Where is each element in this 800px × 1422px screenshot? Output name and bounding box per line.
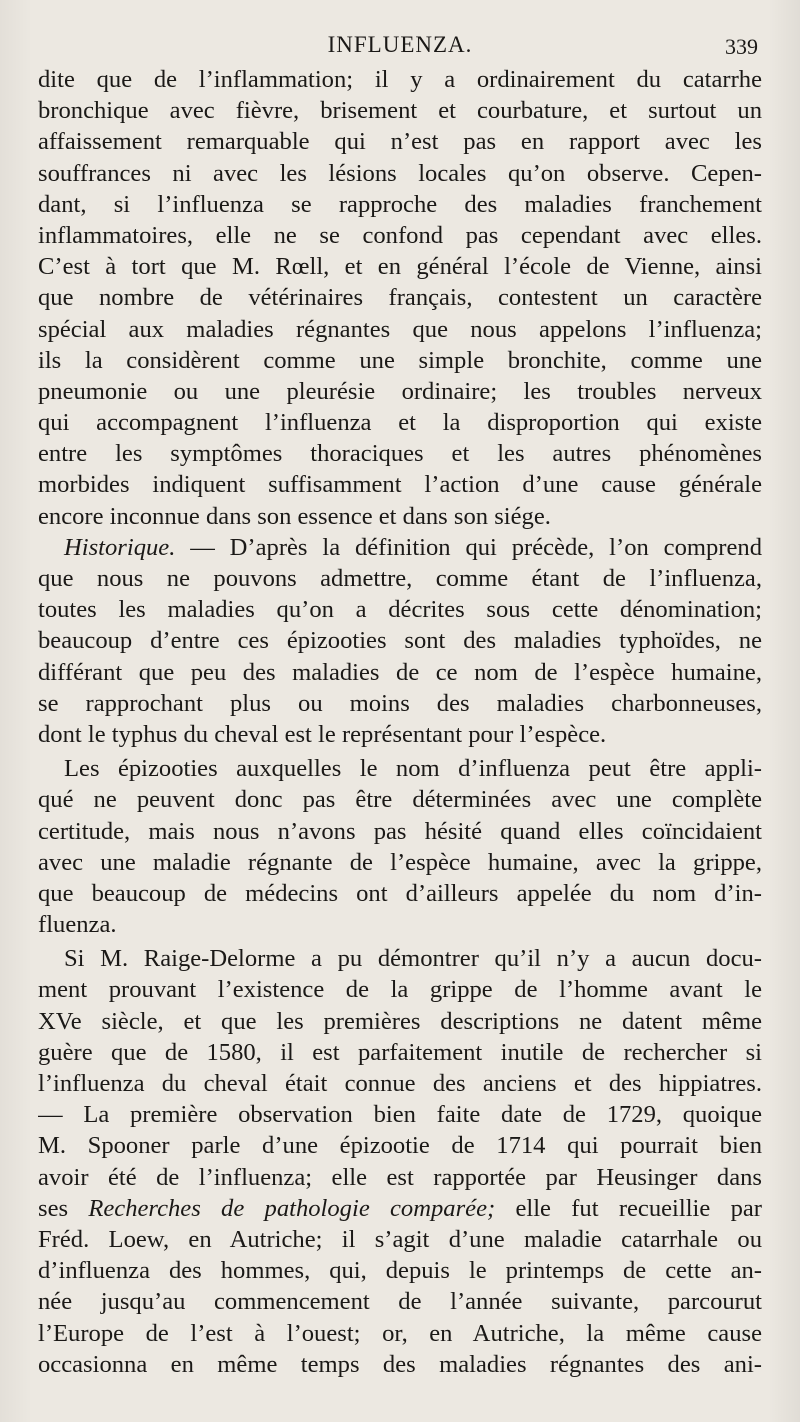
text-line: avec une maladie régnante de l’espèce humaine, avec la grippe, bbox=[38, 848, 762, 876]
text-line: — La première observation bien faite date de 1729, quoique bbox=[38, 1101, 762, 1129]
page-number: 339 bbox=[725, 34, 758, 59]
text-line: dont le typhus du cheval est le représentant pour l’espèce. bbox=[38, 720, 607, 748]
text-line: souffrances ni avec les lésions locales qu’on observe. Cepen- bbox=[38, 159, 762, 187]
text-segment: — D’après la définition qui précède, l’on comprend bbox=[175, 533, 762, 561]
text-line: Les épizooties auxquelles le nom d’influenza peut être appli- bbox=[64, 755, 762, 783]
text-line: l’influenza du cheval était connue des anciens et des hippiatres. bbox=[38, 1070, 762, 1097]
text-line: d’influenza des hommes, qui, depuis le printemps de cette an- bbox=[38, 1257, 762, 1285]
text-line: entre les symptômes thoraciques et les autres phénomènes bbox=[38, 440, 762, 468]
text-line: affaissement remarquable qui n’est pas en rapport avec les bbox=[38, 128, 762, 156]
text-line: que beaucoup de médecins ont d’ailleurs appelée du nom d’in- bbox=[38, 879, 762, 907]
text-segment: ses bbox=[38, 1194, 89, 1222]
text-line: pneumonie ou une pleurésie ordinaire; les troubles nerveux bbox=[38, 377, 762, 405]
running-title: INFLUENZA. bbox=[327, 32, 473, 57]
text-line: avoir été de l’influenza; elle est rapportée par Heusinger dans bbox=[38, 1163, 762, 1191]
text-line: née jusqu’au commencement de l’année suivante, parcourut bbox=[38, 1288, 762, 1316]
text-line: qué ne peuvent donc pas être déterminées avec une complète bbox=[38, 786, 762, 814]
paragraph bbox=[38, 532, 762, 750]
text-segment: elle fut recueillie par bbox=[495, 1194, 762, 1222]
text-line: qui accompagnent l’influenza et la disproportion qui existe bbox=[38, 409, 762, 437]
text-line: beaucoup d’entre ces épizooties sont des maladies typhoïdes, ne bbox=[38, 627, 762, 655]
text-line: XVe siècle, et que les premières descriptions ne datent même bbox=[38, 1007, 762, 1035]
text-line: dant, si l’influenza se rapproche des maladies franchement bbox=[38, 190, 762, 218]
book-title: Recherches de pathologie comparée; bbox=[88, 1194, 496, 1222]
text-line: que nous ne pouvons admettre, comme étant de l’influenza, bbox=[38, 565, 762, 592]
text-line: dite que de l’inflammation; il y a ordinairement du catarrhe bbox=[38, 66, 762, 93]
text-line: toutes les maladies qu’on a décrites sous cette dénomination; bbox=[38, 596, 762, 624]
text-line: Si M. Raige-Delorme a pu démontrer qu’il n’y a aucun docu- bbox=[64, 945, 762, 973]
text-line: C’est à tort que M. Rœll, et en général l’école de Vienne, ainsi bbox=[38, 253, 762, 281]
text-line: bronchique avec fièvre, brisement et courbature, et surtout un bbox=[38, 97, 762, 125]
text-line: différant que peu des maladies de ce nom de l’espèce humaine, bbox=[38, 658, 762, 686]
paragraph bbox=[38, 943, 762, 1380]
text-line: morbides indiquent suffisamment l’action d’une cause générale bbox=[38, 471, 762, 499]
text-line: que nombre de vétérinaires français, contestent un caractère bbox=[38, 284, 762, 312]
text-line: guère que de 1580, il est parfaitement inutile de rechercher si bbox=[38, 1038, 762, 1066]
text-line bbox=[38, 1193, 762, 1224]
body-text bbox=[38, 64, 762, 1380]
text-line: Fréd. Loew, en Autriche; il s’agit d’une maladie catarrhale ou bbox=[38, 1225, 762, 1253]
text-line: M. Spooner parle d’une épizootie de 1714 qui pourrait bien bbox=[38, 1132, 762, 1160]
text-line: occasionna en même temps des maladies régnantes des ani- bbox=[38, 1350, 762, 1378]
paragraph bbox=[38, 64, 762, 532]
section-lead: Historique. bbox=[64, 533, 176, 561]
text-line: certitude, mais nous n’avons pas hésité quand elles coïncidaient bbox=[38, 817, 762, 845]
text-line: fluenza. bbox=[38, 911, 117, 939]
text-line: l’Europe de l’est à l’ouest; or, en Autriche, la même cause bbox=[38, 1319, 762, 1347]
page-header bbox=[38, 30, 762, 64]
text-line: inflammatoires, elle ne se confond pas cependant avec elles. bbox=[38, 221, 762, 249]
text-line: se rapprochant plus ou moins des maladies charbonneuses, bbox=[38, 689, 762, 717]
text-line: encore inconnue dans son essence et dans son siége. bbox=[38, 502, 551, 530]
text-line bbox=[38, 532, 762, 563]
text-line: ment prouvant l’existence de la grippe de l’homme avant le bbox=[38, 976, 762, 1004]
text-line: ils la considèrent comme une simple bronchite, comme une bbox=[38, 346, 762, 374]
paragraph bbox=[38, 753, 762, 940]
text-line: spécial aux maladies régnantes que nous appelons l’influenza; bbox=[38, 315, 762, 343]
